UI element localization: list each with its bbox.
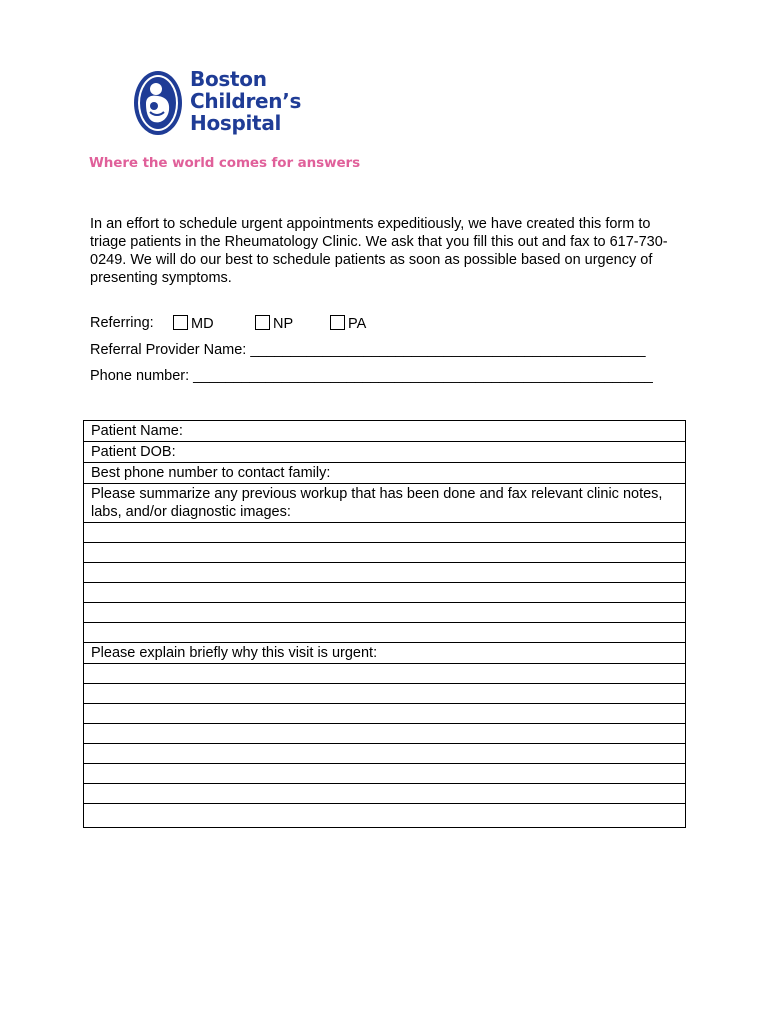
patient-name-cell[interactable]: Patient Name: bbox=[84, 421, 686, 442]
workup-answer-line[interactable] bbox=[84, 523, 686, 543]
logo-wordmark bbox=[190, 68, 301, 134]
urgent-answer-line[interactable] bbox=[84, 764, 686, 784]
referring-option-pa[interactable] bbox=[330, 315, 366, 332]
logo-line-hospital: Hospital bbox=[190, 111, 282, 135]
referral-provider-name-field[interactable]: Referral Provider Name: _________________________________________________ bbox=[90, 342, 646, 358]
md-label: MD bbox=[191, 316, 214, 332]
urgent-answer-line[interactable] bbox=[84, 784, 686, 804]
workup-answer-line[interactable] bbox=[84, 623, 686, 643]
tagline: Where the world comes for answers bbox=[89, 155, 361, 171]
urgent-answer-line[interactable] bbox=[84, 664, 686, 684]
workup-answer-line[interactable] bbox=[84, 563, 686, 583]
logo-line-childrens: Children’s bbox=[190, 89, 302, 113]
np-label: NP bbox=[273, 316, 294, 332]
urgent-answer-line[interactable] bbox=[84, 684, 686, 704]
referring-label: Referring: bbox=[90, 315, 154, 331]
logo-line-boston: Boston bbox=[190, 67, 267, 91]
patient-dob-cell[interactable]: Patient DOB: bbox=[84, 442, 686, 463]
mother-child-seal-icon bbox=[132, 68, 184, 138]
workup-answer-line[interactable] bbox=[84, 583, 686, 603]
workup-answer-line[interactable] bbox=[84, 603, 686, 623]
phone-number-field[interactable]: Phone number: _________________________________________________________ bbox=[90, 368, 653, 384]
pa-checkbox[interactable] bbox=[330, 315, 345, 330]
np-checkbox[interactable] bbox=[255, 315, 270, 330]
pa-label: PA bbox=[348, 316, 367, 332]
workup-prompt-cell: Please summarize any previous workup that has been done and fax relevant clinic notes, labs, and/or diagnostic images: bbox=[84, 484, 686, 523]
urgent-answer-line[interactable] bbox=[84, 704, 686, 724]
best-phone-cell[interactable]: Best phone number to contact family: bbox=[84, 463, 686, 484]
intro-paragraph: In an effort to schedule urgent appointments expeditiously, we have created this form to triage patients in the Rheumatology Clinic. We ask that you fill this out and fax to 617-730-0249. We will do our best to schedule patients as soon as possible based on urgency of presenting symptoms. bbox=[90, 216, 668, 286]
urgent-answer-line[interactable] bbox=[84, 744, 686, 764]
patient-info-table bbox=[83, 420, 686, 828]
hospital-logo bbox=[132, 68, 352, 140]
urgent-answer-line[interactable] bbox=[84, 724, 686, 744]
md-checkbox[interactable] bbox=[173, 315, 188, 330]
referring-option-np[interactable] bbox=[255, 315, 293, 332]
workup-answer-line[interactable] bbox=[84, 543, 686, 563]
referring-option-md[interactable] bbox=[173, 315, 214, 332]
urgent-prompt-cell: Please explain briefly why this visit is urgent: bbox=[84, 643, 686, 664]
urgent-answer-line[interactable] bbox=[84, 804, 686, 828]
